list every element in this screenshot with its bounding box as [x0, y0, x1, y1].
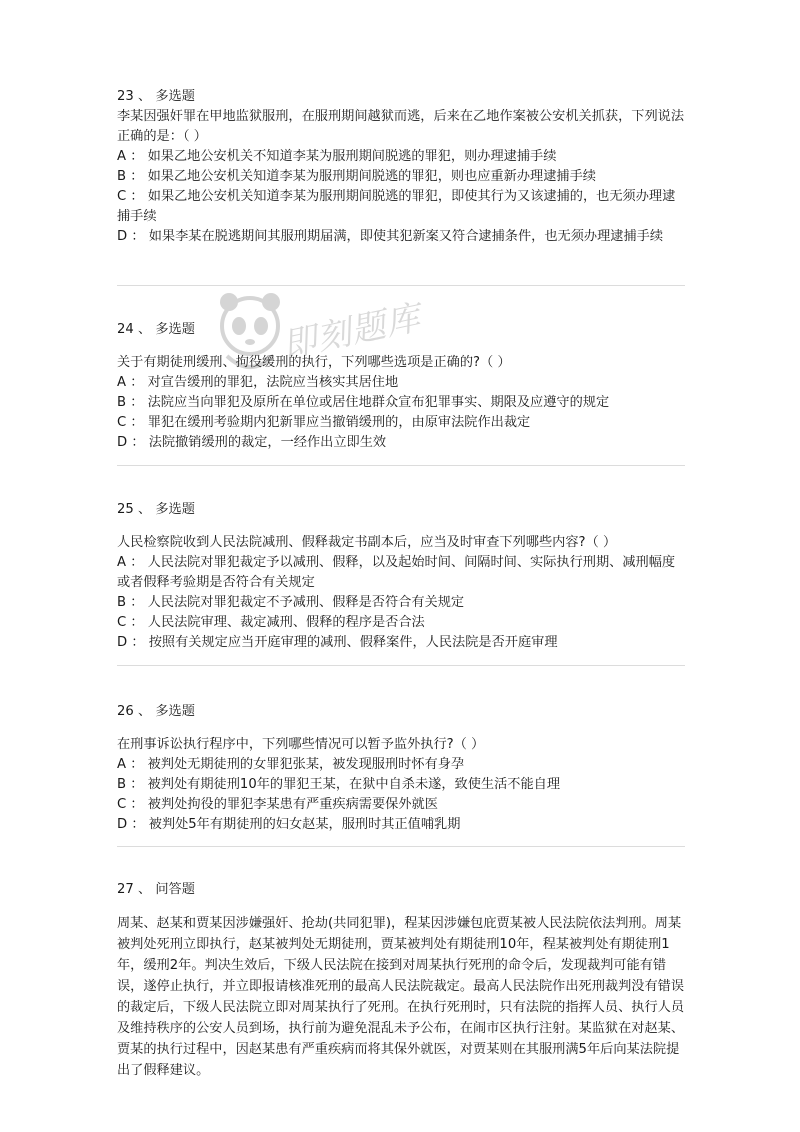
question-25 — [117, 500, 687, 653]
question-header — [117, 702, 687, 722]
question-sep: 、 — [137, 89, 152, 104]
option-c: C ： 被判处拘役的罪犯李某患有严重疾病需要保外就医 — [117, 797, 438, 812]
option-c: C ： 如果乙地公安机关知道李某为服刑期间脱逃的罪犯，即使其行为又该逮捕的，也无须办理逮捕手续 — [117, 189, 676, 224]
question-23 — [117, 87, 687, 247]
question-number: 24 — [117, 322, 134, 337]
question-type: 多选题 — [155, 89, 195, 104]
question-divider — [117, 665, 685, 666]
option-c: C ： 罪犯在缓刑考验期内犯新罪应当撤销缓刑的，由原审法院作出裁定 — [117, 415, 531, 430]
question-type: 问答题 — [155, 882, 195, 897]
option-a: A ： 人民法院对罪犯裁定予以减刑、假释，以及起始时间、间隔时间、实际执行刑期、减刑幅度或者假释考验期是否符合有关规定 — [117, 555, 676, 590]
question-divider — [117, 465, 685, 466]
question-number: 27 — [117, 882, 134, 897]
option-d: D ： 被判处5年有期徒刑的妇女赵某，服刑时其正值哺乳期 — [117, 817, 461, 832]
question-number: 23 — [117, 89, 134, 104]
question-sep: 、 — [137, 882, 152, 897]
question-stem: 李某因强奸罪在甲地监狱服刑，在服刑期间越狱而逃，后来在乙地作案被公安机关抓获，下列说法正确的是：（ ） — [117, 109, 685, 144]
option-d: D ： 如果李某在脱逃期间其服刑期届满，即使其犯新案又符合逮捕条件，也无须办理逮捕手续 — [117, 229, 664, 244]
question-stem: 在刑事诉讼执行程序中，下列哪些情况可以暂予监外执行?（ ） — [117, 737, 485, 752]
question-sep: 、 — [137, 704, 152, 719]
question-header — [117, 880, 687, 900]
question-27 — [117, 880, 687, 1081]
option-a: A ： 如果乙地公安机关不知道李某为服刑期间脱逃的罪犯，则办理逮捕手续 — [117, 149, 557, 164]
option-b: B ： 人民法院对罪犯裁定不予减刑、假释是否符合有关规定 — [117, 595, 465, 610]
question-sep: 、 — [137, 322, 152, 337]
question-type: 多选题 — [155, 502, 195, 517]
question-24 — [117, 320, 687, 453]
question-number: 26 — [117, 704, 134, 719]
question-header — [117, 320, 687, 340]
watermark-text: 即刻题库 — [279, 297, 425, 367]
option-b: B ： 法院应当向罪犯及原所在单位或居住地群众宣布犯罪事实、期限及应遵守的规定 — [117, 395, 610, 410]
question-divider — [117, 846, 685, 847]
question-stem: 人民检察院收到人民法院减刑、假释裁定书副本后，应当及时审查下列哪些内容?（ ） — [117, 535, 617, 550]
question-stem: 关于有期徒刑缓刑、拘役缓刑的执行，下列哪些选项是正确的?（ ） — [117, 355, 511, 370]
option-c: C ： 人民法院审理、裁定减刑、假释的程序是否合法 — [117, 615, 425, 630]
option-a: A ： 对宣告缓刑的罪犯，法院应当核实其居住地 — [117, 375, 399, 390]
option-b: B ： 被判处有期徒刑10年的罪犯王某，在狱中自杀未遂，致使生活不能自理 — [117, 777, 561, 792]
question-header — [117, 87, 687, 107]
question-sep: 、 — [137, 502, 152, 517]
question-divider — [117, 285, 685, 286]
question-number: 25 — [117, 502, 134, 517]
question-26 — [117, 702, 687, 835]
option-d: D ： 法院撤销缓刑的裁定，一经作出立即生效 — [117, 435, 387, 450]
question-type: 多选题 — [155, 322, 195, 337]
option-b: B ： 如果乙地公安机关知道李某为服刑期间脱逃的罪犯，则也应重新办理逮捕手续 — [117, 169, 596, 184]
question-body: 周某、赵某和贾某因涉嫌强奸、抢劫(共同犯罪)，程某因涉嫌包庇贾某被人民法院依法判刑。周某被判处死刑立即执行，赵某被判处无期徒刑，贾某被判处有期徒刑10年，程某被判处有期徒刑1年，缓刑2年。判决生效后，下级人民法院在接到对周某执行死刑的命令后，发现裁判可能有错误，遂停止执行，并立即报请核准死刑的最高人民法院裁定。最高人民法院作出死刑裁判没有错误的裁定后，下级人民法院立即对周某执行了死刑。在执行死刑时，只有法院的指挥人员、执行人员及维持秩序的公安人员到场，执行前为避免混乱未予公布，在闹市区执行注射。某监狱在对赵某、贾某的执行过程中，因赵某患有严重疾病而将其保外就医，对贾某则在其服刑满5年后向某法院提出了假释建议。 — [117, 916, 685, 1078]
option-d: D ： 按照有关规定应当开庭审理的减刑、假释案件，人民法院是否开庭审理 — [117, 635, 558, 650]
option-a: A ： 被判处无期徒刑的女罪犯张某，被发现服刑时怀有身孕 — [117, 757, 465, 772]
question-header — [117, 500, 687, 520]
question-type: 多选题 — [155, 704, 195, 719]
